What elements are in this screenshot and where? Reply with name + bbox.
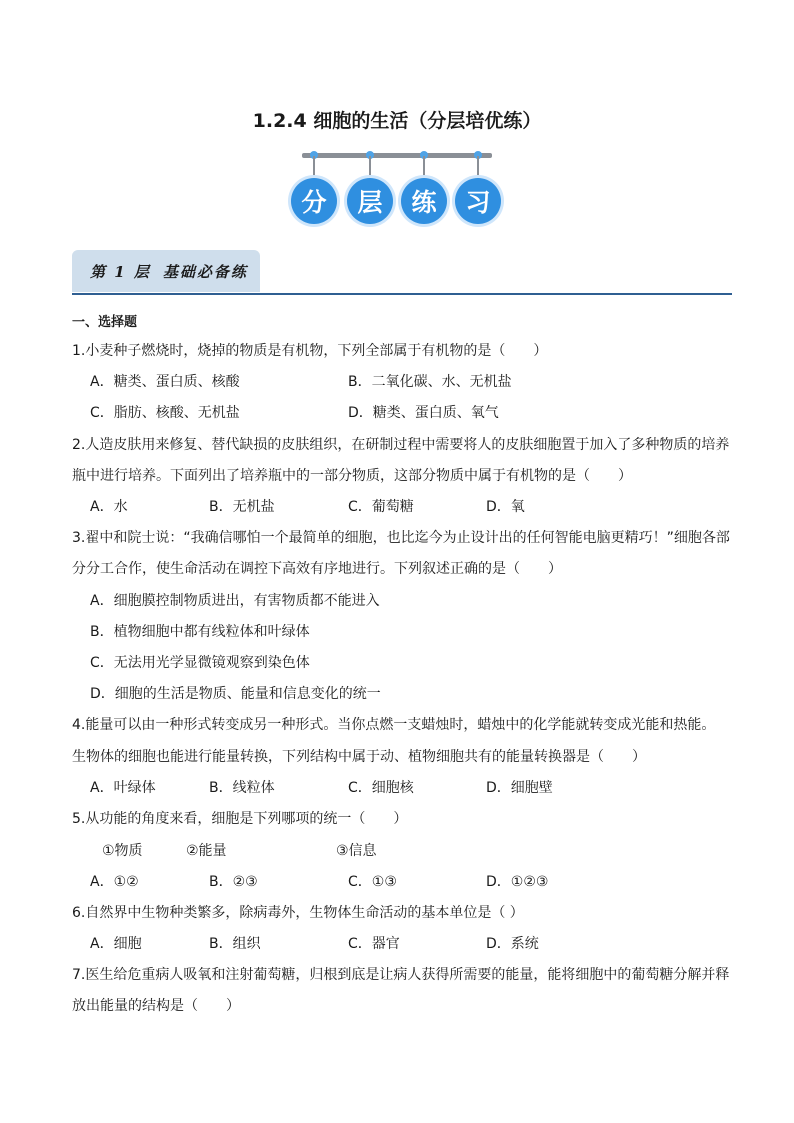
banner-pin: [477, 156, 479, 180]
banner-pin: [423, 156, 425, 180]
section-heading: 一、选择题: [72, 315, 138, 330]
option-a: A．细胞膜控制物质进出，有害物质都不能进入: [90, 593, 380, 609]
option-d: D．系统: [486, 936, 539, 952]
option-c: C．细胞核: [348, 780, 414, 796]
statement-item: ③信息: [336, 843, 377, 859]
option-d: D．①②③: [486, 874, 549, 890]
practice-banner: [290, 148, 510, 230]
level-tab: [72, 250, 260, 292]
question-stem: 分分工合作，使生命活动在调控下高效有序地进行。下列叙述正确的是（ ）: [72, 561, 562, 577]
statement-item: ①物质: [102, 843, 143, 859]
banner-char: 习: [455, 178, 501, 224]
option-b: B．②③: [209, 874, 258, 890]
option-a: A．叶绿体: [90, 780, 156, 796]
option-b: B．组织: [209, 936, 261, 952]
document-title: 1.2.4 细胞的生活（分层培优练）: [252, 110, 542, 132]
question-stem: 5.从功能的角度来看，细胞是下列哪项的统一（ ）: [72, 811, 408, 827]
question-stem: 4.能量可以由一种形式转变成另一种形式。当你点燃一支蜡烛时，蜡烛中的化学能就转变成光能和热能。: [72, 717, 716, 733]
banner-char: 层: [347, 178, 393, 224]
option-c: C．脂肪、核酸、无机盐: [90, 405, 240, 421]
level-divider: [72, 293, 732, 295]
banner-char: 练: [401, 178, 447, 224]
option-d: D．细胞壁: [486, 780, 553, 796]
banner-bar: [302, 153, 492, 158]
option-c: C．器官: [348, 936, 400, 952]
option-a: A．糖类、蛋白质、核酸: [90, 374, 240, 390]
level-prefix: 第 1 层: [90, 262, 151, 281]
banner-char: 分: [291, 178, 337, 224]
option-d: D．氧: [486, 499, 525, 515]
option-a: A．水: [90, 499, 128, 515]
option-a: A．细胞: [90, 936, 142, 952]
option-c: C．无法用光学显微镜观察到染色体: [90, 655, 310, 671]
option-c: C．①③: [348, 874, 397, 890]
question-stem: 放出能量的结构是（ ）: [72, 998, 240, 1014]
question-stem: 2.人造皮肤用来修复、替代缺损的皮肤组织，在研制过程中需要将人的皮肤细胞置于加入了多种物质的培养: [72, 437, 730, 453]
option-d: D．细胞的生活是物质、能量和信息变化的统一: [90, 686, 381, 702]
question-stem: 生物体的细胞也能进行能量转换，下列结构中属于动、植物细胞共有的能量转换器是（ ）: [72, 749, 646, 765]
banner-pin: [313, 156, 315, 180]
option-b: B．二氧化碳、水、无机盐: [348, 374, 512, 390]
option-b: B．植物细胞中都有线粒体和叶绿体: [90, 624, 310, 640]
option-b: B．线粒体: [209, 780, 275, 796]
option-a: A．①②: [90, 874, 139, 890]
option-c: C．葡萄糖: [348, 499, 414, 515]
option-d: D．糖类、蛋白质、氧气: [348, 405, 499, 421]
question-stem: 6.自然界中生物种类繁多，除病毒外，生物体生命活动的基本单位是（ ）: [72, 905, 524, 921]
question-stem: 7.医生给危重病人吸氧和注射葡萄糖，归根到底是让病人获得所需要的能量，能将细胞中的葡萄糖分解并释: [72, 967, 730, 983]
question-stem: 3.翟中和院士说：“我确信哪怕一个最简单的细胞，也比迄今为止设计出的任何智能电脑更精巧！”细胞各部: [72, 530, 730, 546]
question-stem: 1.小麦种子燃烧时，烧掉的物质是有机物，下列全部属于有机物的是（ ）: [72, 343, 548, 359]
banner-pin: [369, 156, 371, 180]
question-stem: 瓶中进行培养。下面列出了培养瓶中的一部分物质，这部分物质中属于有机物的是（ ）: [72, 468, 632, 484]
option-b: B．无机盐: [209, 499, 275, 515]
statement-item: ②能量: [186, 843, 227, 859]
level-text: 基础必备练: [162, 262, 248, 281]
